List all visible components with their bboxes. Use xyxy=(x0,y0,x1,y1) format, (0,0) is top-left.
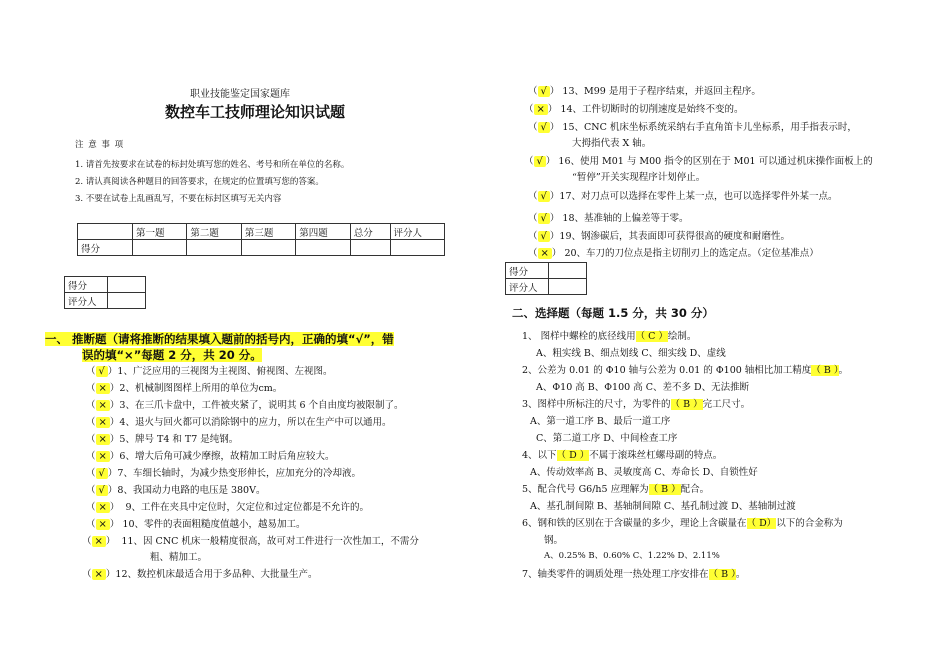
mini-score-table xyxy=(64,276,146,309)
list-item: （ √ ） 15、CNC 机床坐标系统采纳右手直角笛卡儿坐标系，用手指表示时， xyxy=(528,122,857,133)
answer-mark: √ xyxy=(538,213,550,224)
question-options: A、基孔制间隙 B、基轴制间隙 C、基孔制过渡 D、基轴制过渡 xyxy=(530,501,796,512)
list-item: （ √ ）17、对刀点可以选择在零件上某一点，也可以选择零件外某一点。 xyxy=(528,191,838,202)
answer-mark: × xyxy=(96,434,110,445)
answer-mark: × xyxy=(96,400,110,411)
question-text: 2、机械制图图样上所用的单位为cm。 xyxy=(119,383,283,394)
list-item: （ × ）6、增大后角可减少摩擦，故精加工时后角应较大。 xyxy=(86,451,335,462)
question-text: 5、配合代号 G6/h5 应理解为 xyxy=(522,484,649,495)
list-item: （ × ） 10、零件的表面粗糙度值越小，越易加工。 xyxy=(86,519,306,530)
question-options: A、传动效率高 B、灵敏度高 C、寿命长 D、自锁性好 xyxy=(530,467,758,478)
question xyxy=(522,328,932,345)
score-table-header xyxy=(78,224,133,240)
score-table-header: 第一题 xyxy=(133,224,187,240)
question-text: 大拇指代表 X 轴。 xyxy=(572,138,652,149)
answer-mark: × xyxy=(96,417,110,428)
notice-heading: 注 意 事 项 xyxy=(75,140,125,150)
mini-grader-cell xyxy=(549,279,587,295)
question-text: 15、CNC 机床坐标系统采纳右手直角笛卡儿坐标系，用手指表示时， xyxy=(562,122,857,133)
question-text: 1、广泛应用的三视图为主视图、俯视图、左视图。 xyxy=(117,366,333,377)
question xyxy=(522,447,932,464)
list-item: （ × ）3、在三爪卡盘中，工件被夹紧了，说明其 6 个自由度均被限制了。 xyxy=(86,400,404,411)
section2-title: 二、选择题（每题 1.5 分，共 30 分） xyxy=(512,306,714,320)
answer-mark: × xyxy=(534,104,548,115)
answer-mark: √ xyxy=(538,191,550,202)
answer-mark: × xyxy=(96,519,110,530)
question xyxy=(522,396,932,413)
score-cell xyxy=(133,240,187,256)
answer-mark: （ C ） xyxy=(635,331,668,342)
judgement-list-left xyxy=(82,363,456,583)
section1-title-line2: 误的填“×”每题 2 分，共 20 分。 xyxy=(82,348,262,362)
list-item-continuation xyxy=(572,135,924,153)
question-text: 7、轴类零件的调质处理一热处理工序安排在 xyxy=(522,569,709,580)
answer-mark: （ B ） xyxy=(670,399,703,410)
question-text: 不属于滚珠丝杠螺母副的特点。 xyxy=(589,450,723,461)
list-item: （ √ ） 13、M99 是用于子程序结束，并返回主程序。 xyxy=(528,86,761,97)
list-item-continuation xyxy=(150,549,456,566)
score-table xyxy=(77,223,445,256)
question-text: 11、因 CNC 机床一般精度很高，故可对工件进行一次性加工，不需分 xyxy=(121,536,419,547)
mini-score-table-right xyxy=(505,262,587,295)
score-cell xyxy=(296,240,350,256)
question-text: 20、车刀的刀位点是指主切削刃上的选定点。（定位基准点） xyxy=(564,248,819,259)
notice-item: 3. 不要在试卷上乱画乱写，不要在标封区填写无关内容 xyxy=(75,194,282,204)
question-text: 1、 图样中螺栓的底径线用 xyxy=(522,331,636,342)
mini-grader-label: 评分人 xyxy=(65,293,108,309)
question-options: A、第一道工序 B、最后一道工序 xyxy=(530,416,671,427)
question-text: 2、公差为 0.01 的 Φ10 轴与公差为 0.01 的 Φ100 轴相比加工精度 xyxy=(522,365,812,376)
list-item: （ × ） 14、工件切断时的切削速度是始终不变的。 xyxy=(524,104,744,115)
answer-mark: （ D ） xyxy=(556,450,590,461)
answer-mark: （ B ） xyxy=(708,569,736,580)
question-text: 绘制。 xyxy=(667,331,697,342)
answer-mark: √ xyxy=(96,485,108,496)
question-text: “暂停”开关实现程序计划停止。 xyxy=(572,172,706,183)
list-item: （ × ）2、机械制图图样上所用的单位为cm。 xyxy=(86,383,283,394)
score-table-header: 总分 xyxy=(350,224,390,240)
list-item: （ × ）4、退火与回火都可以消除钢中的应力，所以在生产中可以通用。 xyxy=(86,417,392,428)
answer-mark: × xyxy=(538,248,552,259)
question-options: A、粗实线 B、细点划线 C、细实线 D、虚线 xyxy=(536,348,726,359)
list-item: （ × ） 11、因 CNC 机床一般精度很高，故可对工件进行一次性加工，不需分 xyxy=(82,536,419,547)
exam-title: 数控车工技师理论知识试题 xyxy=(165,103,346,121)
answer-mark: × xyxy=(92,569,106,580)
list-item: （ √ ）7、车细长轴时，为减少热变形伸长，应加充分的冷却液。 xyxy=(86,468,361,479)
mini-grader-cell xyxy=(108,293,146,309)
score-cell xyxy=(187,240,241,256)
list-item: （ √ ） 18、基准轴的上偏差等于零。 xyxy=(528,213,689,224)
score-table-header: 第三题 xyxy=(241,224,295,240)
question-text: 以下的合金称为 xyxy=(776,518,843,529)
list-item: （ √ ）1、广泛应用的三视图为主视图、俯视图、左视图。 xyxy=(86,366,333,377)
question-options: A、0.25% B、0.60% C、1.22% D、2.11% xyxy=(544,551,720,561)
question-text: 3、在三爪卡盘中，工件被夹紧了，说明其 6 个自由度均被限制了。 xyxy=(119,400,404,411)
judgement-list-right xyxy=(524,83,924,262)
question-text: 9、工件在夹具中定位时，欠定位和过定位都是不允许的。 xyxy=(125,502,369,513)
question-text: 7、车细长轴时，为减少热变形伸长，应加充分的冷却液。 xyxy=(117,468,361,479)
question-text: 6、钢和铁的区别在于含碳量的多少，理论上含碳量在 xyxy=(522,518,747,529)
mini-score-label: 得分 xyxy=(65,277,108,293)
list-item-continuation xyxy=(572,169,924,188)
list-item: （ √ ）19、钢渗碳后，其表面即可获得很高的硬度和耐磨性。 xyxy=(528,231,790,242)
question xyxy=(522,566,932,583)
answer-mark: √ xyxy=(538,86,550,97)
answer-mark: √ xyxy=(96,366,108,377)
answer-mark: √ xyxy=(538,231,550,242)
answer-mark: √ xyxy=(534,156,546,167)
question-text: 10、零件的表面粗糙度值越小，越易加工。 xyxy=(122,519,306,530)
question-text: 19、钢渗碳后，其表面即可获得很高的硬度和耐磨性。 xyxy=(559,231,790,242)
question-text: 17、对刀点可以选择在零件上某一点，也可以选择零件外某一点。 xyxy=(559,191,838,202)
question-text: 。 xyxy=(838,365,849,376)
question-text: 粗、精加工。 xyxy=(150,552,208,563)
question-text: 16、使用 M01 与 M00 指令的区别在于 M01 可以通过机床操作面板上的 xyxy=(558,156,873,167)
question-text: 13、M99 是用于子程序结束，并返回主程序。 xyxy=(562,86,761,97)
question-text: 14、工件切断时的切削速度是始终不变的。 xyxy=(560,104,744,115)
score-row-label: 得分 xyxy=(78,240,133,256)
question-text: 6、增大后角可减少摩擦，故精加工时后角应较大。 xyxy=(119,451,335,462)
list-item: （ √ ） 16、使用 M01 与 M00 指令的区别在于 M01 可以通过机床操作面板上的 xyxy=(524,156,873,167)
answer-mark: √ xyxy=(96,468,108,479)
answer-mark: （ B ） xyxy=(648,484,681,495)
question-text: 4、退火与回火都可以消除钢中的应力，所以在生产中可以通用。 xyxy=(119,417,392,428)
question-text: 5、牌号 T4 和 T7 是纯钢。 xyxy=(119,434,239,445)
section1-title xyxy=(45,331,394,347)
question-text: 8、我国动力电路的电压是 380V。 xyxy=(117,485,266,496)
mini-grader-label: 评分人 xyxy=(506,279,549,295)
list-item: （ × ） 20、车刀的刀位点是指主切削刃上的选定点。（定位基准点） xyxy=(528,248,819,259)
exam-subtitle: 职业技能鉴定国家题库 xyxy=(190,89,290,100)
score-table-header: 第二题 xyxy=(187,224,241,240)
answer-mark: √ xyxy=(538,122,550,133)
score-cell xyxy=(390,240,444,256)
answer-mark: × xyxy=(96,451,110,462)
question xyxy=(522,481,932,498)
question-text: 。 xyxy=(735,569,746,580)
answer-mark: × xyxy=(96,502,110,513)
score-cell xyxy=(350,240,390,256)
question-text: 4、以下 xyxy=(522,450,557,461)
question-options: A、Φ10 高 B、Φ100 高 C、差不多 D、无法推断 xyxy=(536,382,750,393)
question-text: 3、图样中所标注的尺寸，为零件的 xyxy=(522,399,671,410)
score-table-header: 评分人 xyxy=(390,224,444,240)
question-text: 配合。 xyxy=(680,484,710,495)
question-text: 12、数控机床最适合用于多品种、大批量生产。 xyxy=(115,569,318,580)
question xyxy=(522,515,932,532)
answer-mark: （ D） xyxy=(746,518,777,529)
answer-mark: × xyxy=(96,383,110,394)
section1-title-cont xyxy=(82,347,262,363)
mini-score-cell xyxy=(108,277,146,293)
question-text: 18、基准轴的上偏差等于零。 xyxy=(562,213,689,224)
mini-score-cell xyxy=(549,263,587,279)
list-item: （ × ） 9、工件在夹具中定位时，欠定位和过定位都是不允许的。 xyxy=(86,502,369,513)
notice-item: 1. 请首先按要求在试卷的标封处填写您的姓名、考号和所在单位的名称。 xyxy=(75,160,350,170)
mini-score-label: 得分 xyxy=(506,263,549,279)
list-item: （ × ）12、数控机床最适合用于多品种、大批量生产。 xyxy=(82,569,318,580)
question-continuation: 钢。 xyxy=(544,535,564,546)
score-cell xyxy=(241,240,295,256)
score-table-header: 第四题 xyxy=(296,224,350,240)
question-text: 完工尺寸。 xyxy=(702,399,751,410)
notice-item: 2. 请认真阅读各种题目的回答要求，在规定的位置填写您的答案。 xyxy=(75,177,324,187)
question xyxy=(522,362,932,379)
list-item: （ × ）5、牌号 T4 和 T7 是纯钢。 xyxy=(86,434,239,445)
choice-list xyxy=(522,328,932,583)
answer-mark: × xyxy=(92,536,106,547)
answer-mark: （ B ） xyxy=(811,365,839,376)
list-item: （ √ ）8、我国动力电路的电压是 380V。 xyxy=(86,485,266,496)
section1-title-line1: 一、 推断题（请将推断的结果填入题前的括号内，正确的填“√”，错 xyxy=(45,332,394,346)
question-options: C、第二道工序 D、中间检查工序 xyxy=(536,433,678,444)
